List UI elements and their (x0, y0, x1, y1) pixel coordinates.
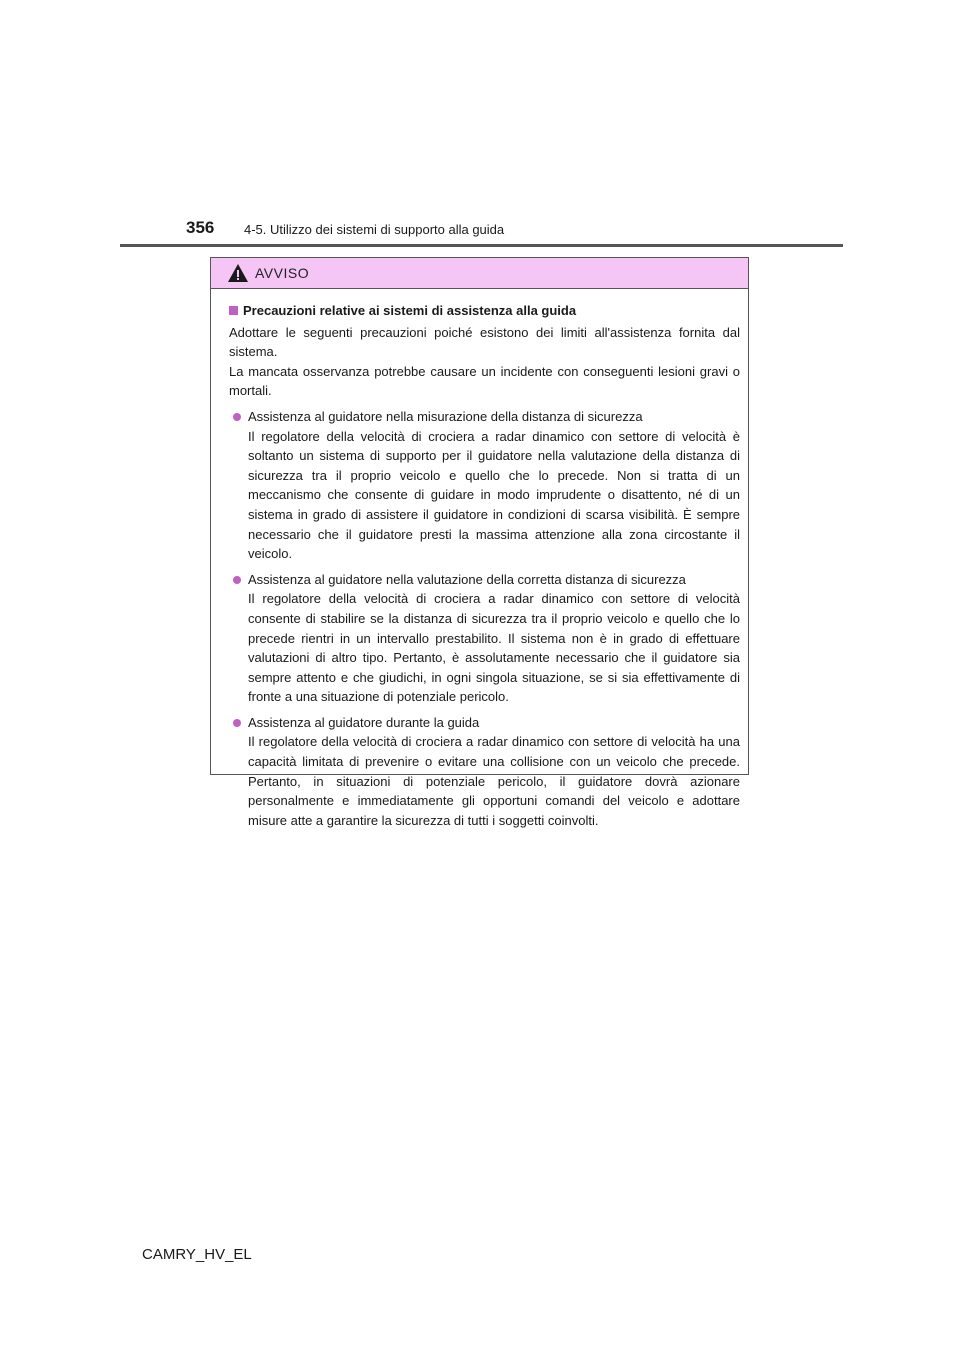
bullet-item (229, 407, 740, 564)
warning-box (210, 257, 749, 828)
circle-bullet-icon (233, 576, 241, 584)
page-number: 356 (186, 218, 215, 237)
bullet-title: Assistenza al guidatore durante la guida (248, 714, 480, 730)
warning-label: AVVISO (255, 265, 310, 281)
warning-body (211, 289, 748, 830)
circle-bullet-icon (233, 719, 241, 727)
bullet-text: Il regolatore della velocità di crociera a radar dinamico con settore di velocità consente di stabilire se la distanza di sicurezza tra il proprio veicolo e quello che lo precede rientri in un intervallo prestabilito. Il sistema non è in grado di effettuare valutazioni di altro tipo. Pertanto, è assolutamente necessario che il guidatore sia sempre attento e che giudichi, in ogni singola situazione, se si sia effettivamente di fronte a una situazione di potenziale pericolo. (248, 591, 740, 705)
footer-code: CAMRY_HV_EL (142, 1246, 252, 1263)
intro-line: Adottare le seguenti precauzioni poiché esistono dei limiti all'assistenza fornita dal sistema. (229, 324, 740, 360)
bullet-item (229, 570, 740, 707)
intro-line: La mancata osservanza potrebbe causare un incidente con conseguenti lesioni gravi o mortali. (229, 363, 740, 399)
warning-triangle-icon (227, 263, 249, 283)
warning-header (211, 258, 748, 289)
bullet-title: Assistenza al guidatore nella misurazione della distanza di sicurezza (248, 408, 643, 424)
section-title: 4-5. Utilizzo dei sistemi di supporto alla guida (244, 222, 505, 237)
bullet-text: Il regolatore della velocità di crociera a radar dinamico con settore di velocità ha una capacità limitata di prevenire o evitare una collisione con un veicolo che precede. Pertanto, in situazioni di potenziale pericolo, il guidatore dovrà azionare personalmente e immediatamente gli opportuni comandi del veicolo e adottare misure atte a garantire la sicurezza di tutti i soggetti coinvolti. (248, 734, 740, 828)
header-rule (120, 244, 843, 247)
bullet-text: Il regolatore della velocità di crociera a radar dinamico con settore di velocità è soltanto un sistema di supporto per il guidatore nella valutazione della distanza di sicurezza tra il proprio veicolo e quello che lo precede. Non si tratta di un meccanismo che consente di guidare in modo imprudente o disattento, né di un sistema in grado di assistere il guidatore in condizioni di scarsa visibilità. È sempre necessario che il guidatore presti la massima attenzione alla zona circostante il veicolo. (248, 428, 740, 562)
intro (229, 323, 740, 401)
circle-bullet-icon (233, 413, 241, 421)
topic-title-text: Precauzioni relative ai sistemi di assistenza alla guida (243, 303, 577, 318)
bullet-item (229, 713, 740, 831)
bullet-title: Assistenza al guidatore nella valutazione della corretta distanza di sicurezza (248, 571, 686, 587)
topic-title (229, 301, 740, 321)
square-bullet-icon (229, 306, 238, 315)
